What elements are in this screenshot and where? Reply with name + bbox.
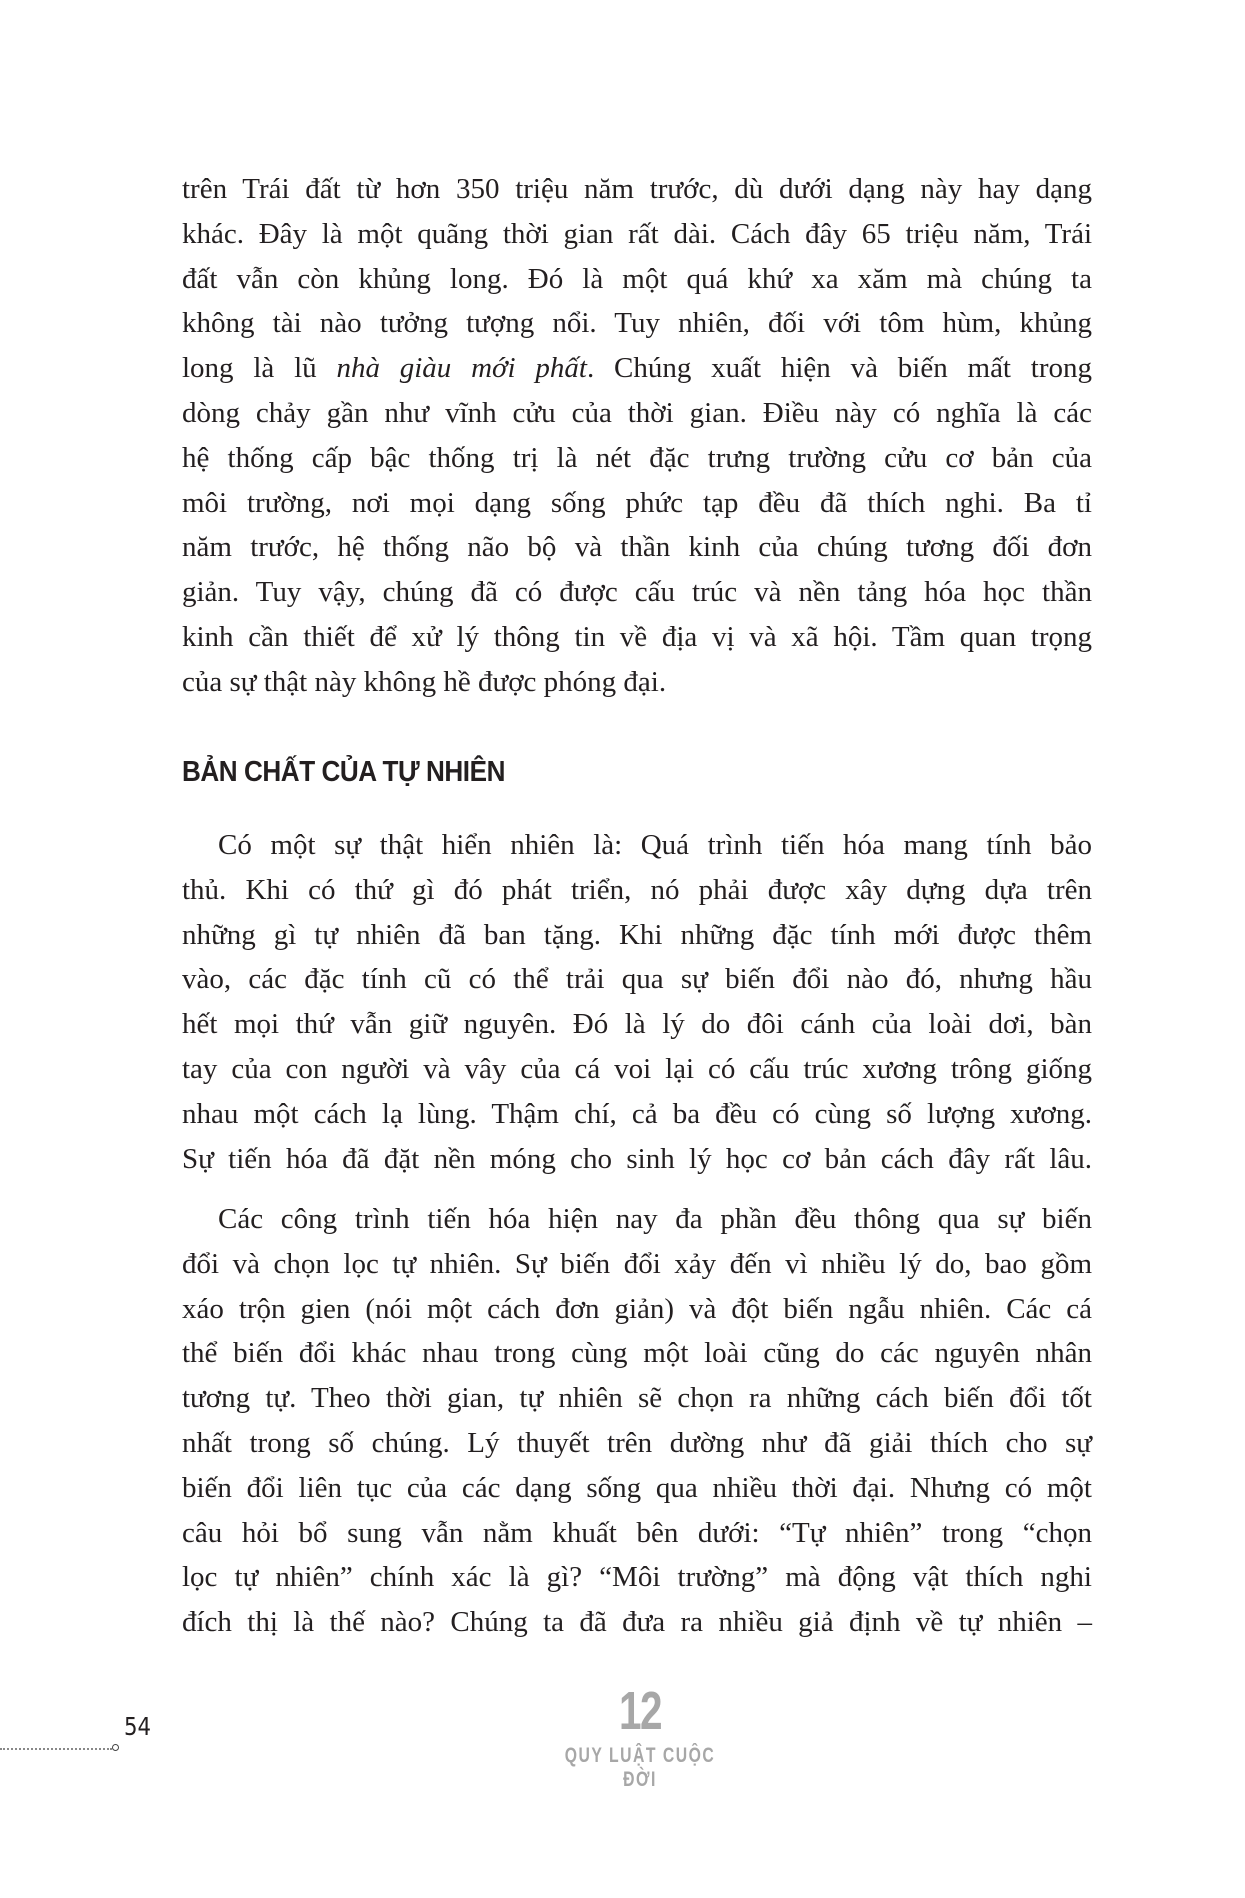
paragraph-3	[182, 1197, 1092, 1645]
text-line: đất vẫn còn khủng long. Đó là một quá khứ xa xăm mà chúng ta	[182, 262, 1092, 295]
text-line: đổi và chọn lọc tự nhiên. Sự biến đổi xảy đến vì nhiều lý do, bao gồm	[182, 1247, 1092, 1280]
section-heading: BẢN CHẤT CỦA TỰ NHIÊN	[182, 756, 505, 788]
text-line: tay của con người và vây của cá voi lại có cấu trúc xương trông giống	[182, 1052, 1092, 1085]
text-line: nhất trong số chúng. Lý thuyết trên dường như đã giải thích cho sự	[182, 1426, 1092, 1459]
text-line: kinh cần thiết để xử lý thông tin về địa vị và xã hội. Tầm quan trọng	[182, 620, 1092, 653]
page-number: 54	[124, 1712, 152, 1741]
text-segment: . Chúng xuất hiện và biến mất trong	[586, 352, 1093, 385]
dotted-rule	[0, 1748, 112, 1750]
text-line: thủ. Khi có thứ gì đó phát triển, nó phải được xây dựng dựa trên	[182, 873, 1092, 906]
text-line: năm trước, hệ thống não bộ và thần kinh của chúng tương đối đơn	[182, 531, 1092, 564]
text-line: của sự thật này không hề được phóng đại.	[182, 665, 667, 698]
text-line: câu hỏi bổ sung vẫn nằm khuất bên dưới: “Tự nhiên” trong “chọn	[182, 1516, 1092, 1549]
text-line: tương tự. Theo thời gian, tự nhiên sẽ chọn ra những cách biến đổi tốt	[182, 1382, 1092, 1415]
text-line: thể biến đổi khác nhau trong cùng một loài cũng do các nguyên nhân	[182, 1337, 1092, 1370]
text-line: lọc tự nhiên” chính xác là gì? “Môi trường” mà động vật thích nghi	[182, 1561, 1092, 1594]
text-line: hệ thống cấp bậc thống trị là nét đặc trưng trường cửu cơ bản của	[182, 441, 1092, 474]
text-line: vào, các đặc tính cũ có thể trải qua sự biến đổi nào đó, nhưng hầu	[182, 963, 1092, 996]
text-line: biến đổi liên tục của các dạng sống qua nhiều thời đại. Nhưng có một	[182, 1471, 1092, 1504]
text-line: Các công trình tiến hóa hiện nay đa phần đều thông qua sự biến	[218, 1203, 1092, 1235]
text-line: hết mọi thứ vẫn giữ nguyên. Đó là lý do đôi cánh của loài dơi, bàn	[182, 1008, 1092, 1041]
text-line-with-italic	[182, 346, 1092, 391]
text-line: không tài nào tưởng tượng nổi. Tuy nhiên, đối với tôm hùm, khủng	[182, 307, 1092, 340]
text-line: khác. Đây là một quãng thời gian rất dài. Cách đây 65 triệu năm, Trái	[182, 217, 1092, 250]
text-segment: long là lũ	[182, 352, 337, 385]
text-line: đích thị là thế nào? Chúng ta đã đưa ra nhiều giả định về tự nhiên –	[182, 1606, 1092, 1639]
text-line: môi trường, nơi mọi dạng sống phức tạp đều đã thích nghi. Ba tỉ	[182, 486, 1092, 519]
text-line: trên Trái đất từ hơn 350 triệu năm trước, dù dưới dạng này hay dạng	[182, 173, 1092, 205]
paragraph-2	[182, 823, 1092, 1181]
book-logo-number: 12	[618, 1681, 662, 1741]
text-line: giản. Tuy vậy, chúng đã có được cấu trúc và nền tảng hóa học thần	[182, 576, 1092, 609]
paragraph-1	[182, 167, 1092, 705]
text-line: Có một sự thật hiển nhiên là: Quá trình tiến hóa mang tính bảo	[218, 829, 1092, 861]
rule-end-circle	[112, 1744, 119, 1751]
text-line: dòng chảy gần như vĩnh cửu của thời gian. Điều này có nghĩa là các	[182, 396, 1092, 429]
italic-phrase: nhà giàu mới phất	[336, 352, 587, 385]
text-line: Sự tiến hóa đã đặt nền móng cho sinh lý học cơ bản cách đây rất lâu.	[182, 1142, 1092, 1175]
text-line: nhau một cách lạ lùng. Thậm chí, cả ba đều có cùng số lượng xương.	[182, 1097, 1092, 1130]
text-line: những gì tự nhiên đã ban tặng. Khi những đặc tính mới được thêm	[182, 918, 1092, 951]
book-logo-title: QUY LUẬT CUỘC ĐỜI	[564, 1744, 716, 1791]
text-line: xáo trộn gien (nói một cách đơn giản) và đột biến ngẫu nhiên. Các cá	[182, 1292, 1092, 1325]
